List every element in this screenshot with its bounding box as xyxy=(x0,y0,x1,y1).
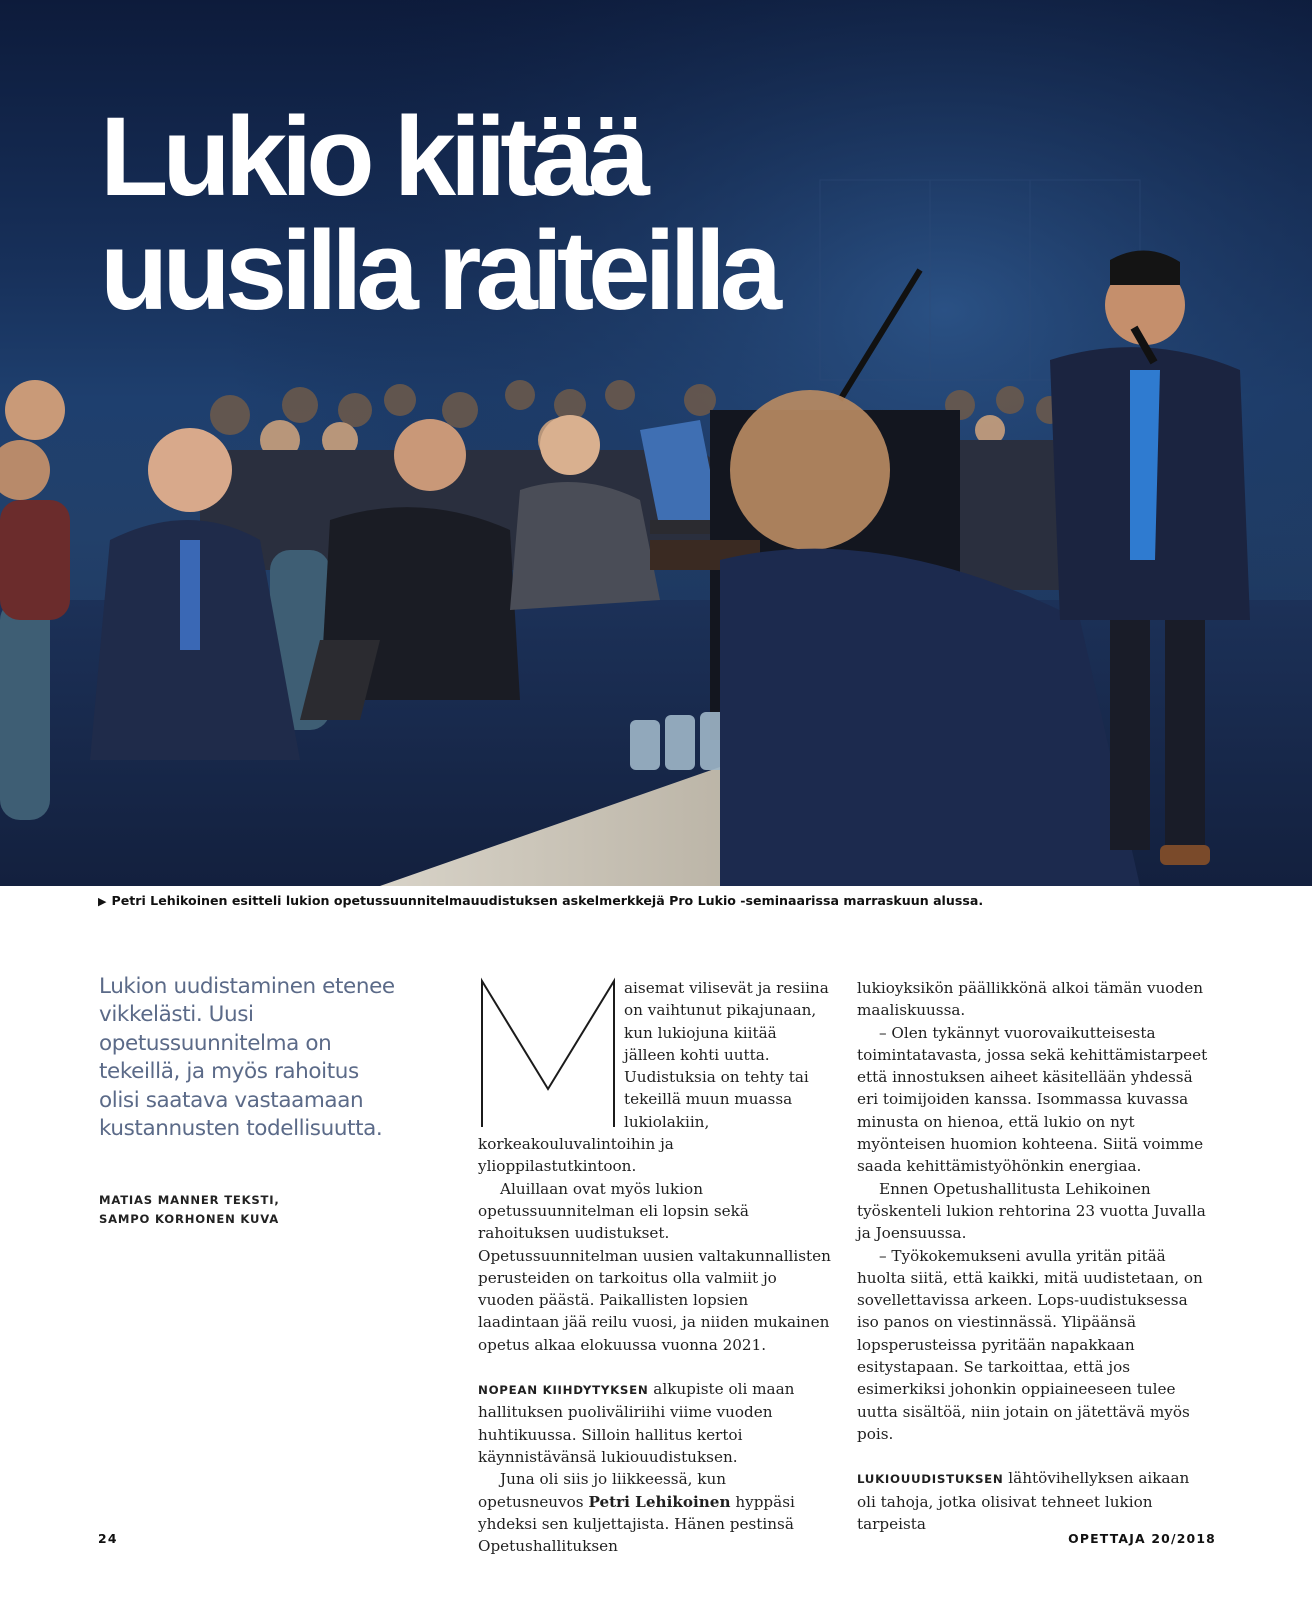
column2-paragraph-4: – Työkokemukseni avulla yritän pitää huolta siitä, että kaikki, mitä uudistetaan, on sovellettavissa arkeen. Lops-uudistuksessa iso panos on viestinnässä. Ylipäänsä lopsperusteissa pyritään napakkaan esitystapaan. Se tarkoittaa, että jos esimerkiksi johonkin oppiaineeseen tulee uutta sisältöä, niin jotain on jätettävä myös pois. xyxy=(857,1246,1203,1443)
column2-paragraph-1: lukioyksikön päällikkönä alkoi tämän vuoden maaliskuussa. xyxy=(857,979,1204,1020)
byline-photographer: SAMPO KORHONEN KUVA xyxy=(99,1212,279,1226)
section-lead-in: LUKIOUUDISTUKSEN xyxy=(857,1472,1004,1487)
section-lead-in: NOPEAN KIIHDYTYKSEN xyxy=(478,1383,649,1398)
column1-paragraph-4: Juna oli siis jo liikkeessä, kun opetusneuvos Petri Lehikoinen hyppäsi yhdeksi sen kuljettajista. Hänen pestinsä Opetushallituksen xyxy=(478,1470,795,1556)
caption-arrow-icon: ▶ xyxy=(98,895,107,908)
drop-cap xyxy=(478,977,618,1127)
drop-cap-letter: M xyxy=(478,977,480,978)
person-name: Petri Lehikoinen xyxy=(588,1492,731,1511)
body-column-2 xyxy=(857,977,1211,1535)
page-number: 24 xyxy=(98,1531,118,1546)
headline-line-1: Lukio kiitää xyxy=(100,94,645,219)
headline xyxy=(100,94,777,333)
caption-text: Petri Lehikoinen esitteli lukion opetussuunnitelmauudistuksen askelmerkkejä Pro Lukio -seminaarissa marraskuun alussa. xyxy=(111,893,984,908)
photo-caption xyxy=(98,893,983,908)
issue-label: OPETTAJA 20/2018 xyxy=(1068,1531,1216,1546)
byline-writer: MATIAS MANNER TEKSTI, xyxy=(99,1193,280,1207)
column2-paragraph-2: – Olen tykännyt vuorovaikutteisesta toimintatavasta, jossa sekä kehittämistarpeet että innostuksen aiheet käsitellään yhdessä eri toimijoiden kanssa. Isommassa kuvassa minusta on hienoa, että lukio on nyt myönteisen huomion kohteena. Siitä voimme saada kehittämistyöhönkin energiaa. xyxy=(857,1023,1208,1176)
column1-paragraph-3: NOPEAN KIIHDYTYKSEN alkupiste oli maan hallituksen puoliväliriihi viime vuoden huhtikuussa. Silloin hallitus kertoi käynnistävänsä lukiouudistuksen. xyxy=(478,1380,795,1466)
lead-paragraph: Lukion uudistaminen etenee vikkelästi. Uusi opetussuunnitelma on tekeillä, ja myös rahoitus olisi saatava vastaamaan kustannusten todellisuutta. xyxy=(99,974,395,1142)
column2-paragraph-3: Ennen Opetushallitusta Lehikoinen työskenteli lukion rehtorina 23 vuotta Juvalla ja Joensuussa. xyxy=(857,1179,1206,1243)
byline xyxy=(99,1191,280,1229)
column2-paragraph-5: LUKIOUUDISTUKSEN lähtövihellyksen aikaan oli tahoja, jotka olisivat tehneet lukion tarpeista xyxy=(857,1469,1190,1533)
headline-line-2: uusilla raiteilla xyxy=(100,208,777,333)
column1-paragraph-2: Aluillaan ovat myös lukion opetussuunnitelman eli lopsin sekä rahoituksen uudistukset. Opetussuunnitelman uusien valtakunnallisten perusteiden on tarkoitus olla valmiit jo vuoden päästä. Paikallisten lopsien laadintaan jää reilu vuosi, ja niiden mukainen opetus alkaa elokuussa vuonna 2021. xyxy=(478,1179,831,1354)
body-column-1 xyxy=(478,977,832,1557)
column1-paragraph-1: aisemat vilisevät ja resiina on vaihtunut pikajunaan, kun lukiojuna kiitää jälleen kohti uutta. Uudistuksia on tehty tai tekeillä muun muassa lukiolakiin, korkeakouluvalintoihin ja ylioppilastutkintoon. xyxy=(478,979,829,1176)
